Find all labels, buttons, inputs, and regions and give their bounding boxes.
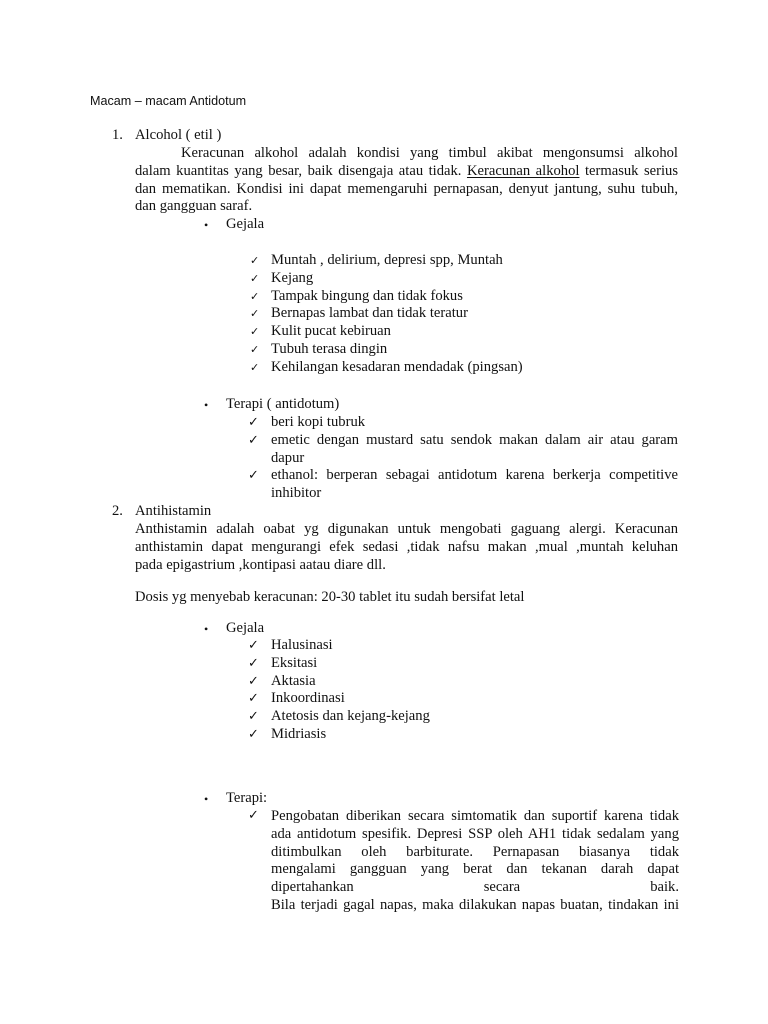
intro-line: dan mematikan. Kondisi ini dapat memengaruhi pernapasan, denyut jantung, suhu tubuh,	[135, 180, 678, 197]
terapi-line: mengalami gangguan yang berat dan tekanan darah dapat	[271, 861, 679, 878]
list-item: ✓ Kulit pucat kebiruan	[250, 323, 391, 340]
bullet-icon: •	[204, 622, 209, 636]
bullet-icon: •	[204, 398, 209, 412]
list-item: ✓ Muntah , delirium, depresi spp, Muntah	[250, 252, 503, 268]
section-title: Alcohol ( etil )	[135, 127, 222, 143]
list-item: ✓ Tampak bingung dan tidak fokus	[250, 287, 463, 304]
gejala-list	[248, 637, 678, 744]
page-title: Macam – macam Antidotum	[90, 94, 247, 108]
check-icon: ✓	[248, 415, 259, 430]
check-icon: ✓	[250, 342, 260, 356]
intro-text: termasuk serius	[584, 162, 679, 179]
terapi-line: ditimbulkan oleh barbiturate. Pernapasan biasanya tidak	[271, 843, 679, 860]
section-intro	[135, 521, 678, 574]
check-icon: ✓	[248, 691, 259, 707]
check-icon: ✓	[250, 360, 260, 374]
check-icon: ✓	[250, 307, 260, 321]
list-item-continued: inhibitor	[271, 485, 322, 502]
intro-line: dan gangguan saraf.	[135, 198, 253, 215]
check-icon: ✓	[248, 808, 259, 823]
terapi-line: Pengobatan diberikan secara simtomatik dan suportif karena tidak	[271, 808, 679, 824]
list-item: ✓ emetic dengan mustard satu sendok makan dalam air atau garam	[248, 431, 678, 448]
underlined-term: Keracunan alkohol	[466, 162, 580, 179]
terapi-label: Terapi:	[226, 790, 268, 806]
intro-text: dalam kuantitas yang besar, baik disengaja atau tidak.	[135, 162, 462, 179]
check-icon: ✓	[248, 432, 259, 448]
terapi-line: dipertahankan secara baik.	[271, 879, 679, 896]
gejala-list	[250, 252, 680, 377]
dosis-text: Dosis yg menyebab keracunan: 20-30 tablet itu sudah bersifat letal	[135, 589, 525, 605]
list-item: ✓ Tubuh terasa dingin	[250, 340, 388, 357]
intro-line: Keracunan alkohol adalah kondisi yang timbul akibat mengonsumsi alkohol	[181, 145, 678, 161]
bullet-icon: •	[204, 218, 209, 232]
section-intro	[135, 145, 678, 216]
check-icon: ✓	[250, 289, 260, 303]
intro-line: Anthistamin adalah oabat yg digunakan untuk mengobati gaguang alergi. Keracunan	[135, 521, 678, 537]
terapi-paragraph	[271, 808, 679, 915]
check-icon: ✓	[248, 726, 259, 742]
list-item: ✓ ethanol: berperan sebagai antidotum karena berkerja competitive	[248, 467, 678, 484]
intro-line: anthistamin dapat mengurangi efek sedasi ,tidak nafsu makan ,mual ,muntah keluhan	[135, 538, 678, 555]
intro-line: pada epigastrium ,kontipasi aatau diare dll.	[135, 556, 386, 573]
check-icon: ✓	[250, 271, 260, 285]
terapi-line: ada antidotum spesifik. Depresi SSP oleh AH1 tidak sedalam yang	[271, 825, 679, 842]
intro-line	[135, 163, 678, 181]
list-item: ✓ beri kopi tubruk	[248, 414, 366, 430]
check-icon: ✓	[250, 325, 260, 339]
gejala-label: Gejala	[226, 620, 265, 636]
check-icon: ✓	[248, 638, 259, 653]
section-number: 2.	[112, 503, 123, 519]
section-number: 1.	[112, 127, 123, 143]
list-item: ✓ Aktasia	[248, 672, 316, 689]
bullet-icon: •	[204, 792, 209, 806]
list-item: ✓ Inkoordinasi	[248, 690, 345, 707]
list-item: ✓ Atetosis dan kejang-kejang	[248, 708, 430, 725]
gejala-label: Gejala	[226, 216, 265, 232]
list-item: ✓ Kejang	[250, 269, 314, 286]
check-icon: ✓	[248, 468, 259, 484]
terapi-list	[248, 414, 678, 503]
list-item: ✓ Halusinasi	[248, 637, 333, 653]
list-item: ✓ Bernapas lambat dan tidak teratur	[250, 305, 468, 322]
check-icon: ✓	[248, 673, 259, 689]
check-icon: ✓	[248, 655, 259, 671]
terapi-label: Terapi ( antidotum)	[226, 396, 340, 412]
list-item-continued: dapur	[271, 449, 305, 466]
terapi-line: Bila terjadi gagal napas, maka dilakukan napas buatan, tindakan ini	[271, 896, 679, 913]
list-item: ✓ Eksitasi	[248, 654, 318, 671]
list-item: ✓ Midriasis	[248, 725, 327, 742]
check-icon: ✓	[250, 254, 260, 267]
list-item: ✓ Kehilangan kesadaran mendadak (pingsan)	[250, 358, 523, 375]
section-title: Antihistamin	[135, 503, 212, 519]
check-icon: ✓	[248, 709, 259, 725]
